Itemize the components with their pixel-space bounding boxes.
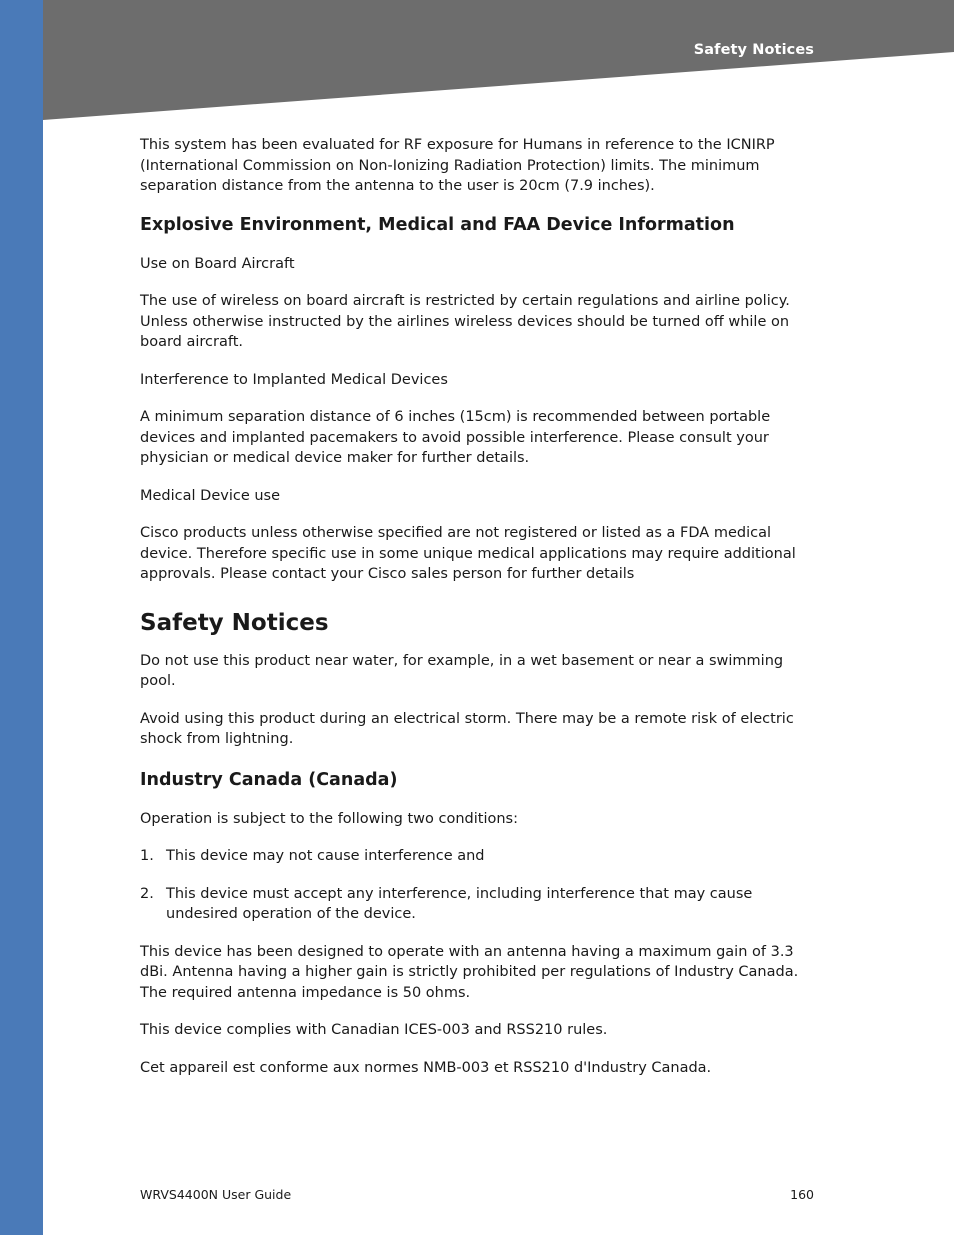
page-content — [140, 135, 820, 1095]
explosive-section-heading: Explosive Environment, Medical and FAA Device Information — [140, 214, 735, 235]
list-item — [140, 846, 820, 867]
ices-paragraph: This device complies with Canadian ICES-003 and RSS210 rules. — [140, 1022, 608, 1038]
footer-page-number: 160 — [790, 1187, 814, 1202]
aircraft-label: Use on Board Aircraft — [140, 255, 295, 272]
header-band — [43, 0, 954, 125]
antenna-paragraph: This device has been designed to operate with an antenna having a maximum gain of 3.3 dBi. Antenna having a higher gain is strictly prohibited per regulations of Industry Canada. The required antenna impedance is 50 ohms. — [140, 943, 799, 1001]
header-title: Safety Notices — [693, 42, 814, 58]
aircraft-paragraph: The use of wireless on board aircraft is restricted by certain regulations and airline policy. Unless otherwise instructed by the airlines wireless devices should be turned off while on board aircraft. — [140, 293, 790, 350]
list-number: 2. — [140, 885, 154, 902]
medical-label: Medical Device use — [140, 487, 281, 504]
list-item — [140, 884, 820, 925]
implant-label: Interference to Implanted Medical Devices — [140, 371, 448, 388]
rf-exposure-paragraph: This system has been evaluated for RF exposure for Humans in reference to the ICNIRP (International Commission on Non-Ionizing Radiation Protection) limits. The minimum separation distance from the antenna to the user is 20cm (7.9 inches). — [140, 137, 775, 194]
french-paragraph: Cet appareil est conforme aux normes NMB-003 et RSS210 d'Industry Canada. — [140, 1059, 712, 1076]
safety-notices-heading: Safety Notices — [140, 609, 329, 636]
list-number: 1. — [140, 848, 154, 864]
conditions-intro: Operation is subject to the following two conditions: — [140, 810, 518, 827]
implant-paragraph: A minimum separation distance of 6 inches (15cm) is recommended between portable devices and implanted pacemakers to avoid possible interference. Please consult your physician or medical device maker for further details. — [140, 409, 771, 466]
water-paragraph: Do not use this product near water, for example, in a wet basement or near a swimming pool. — [140, 652, 784, 689]
canada-section-heading: Industry Canada (Canada) — [140, 769, 398, 790]
left-accent-bar — [0, 0, 43, 1235]
list-text: This device must accept any interference, including interference that may cause undesired operation of the device. — [166, 885, 753, 922]
medical-paragraph: Cisco products unless otherwise specified are not registered or listed as a FDA medical device. Therefore specific use in some unique medical applications may require additional approvals. Please contact your Cisco sales person for further details — [140, 525, 796, 582]
list-text: This device may not cause interference and — [166, 848, 485, 864]
footer-guide-name: WRVS4400N User Guide — [140, 1187, 292, 1202]
storm-paragraph: Avoid using this product during an electrical storm. There may be a remote risk of electric shock from lightning. — [140, 710, 794, 747]
